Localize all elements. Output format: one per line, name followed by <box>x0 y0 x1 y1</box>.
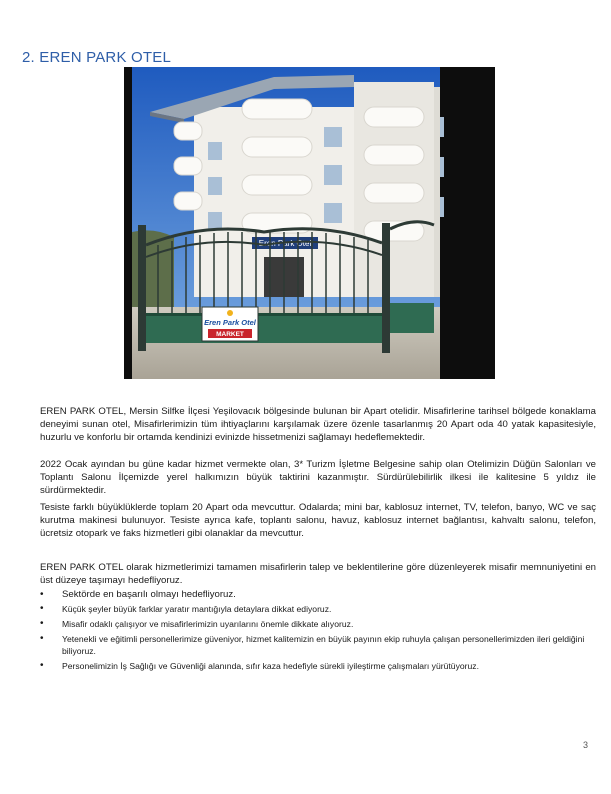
list-item: • Yetenekli ve eğitimli personellerimize güveniyor, hizmet kalitemizin en büyük payının ekip ruhuyla çalışan personellerimizden ileri geldiğini biliyoruz. <box>40 633 596 657</box>
paragraph-history: 2022 Ocak ayından bu güne kadar hizmet vermekte olan, 3* Turizm İşletme Belgesine sahip olan Otelimizin Düğün Salonları ve Toplantı Salonu İlçemizde yerel halkımızın büyük taktirini kazanmıştır. Sürdürülebilirlik ilkesi ile kalitesine 5 yıldız ile sürdürmektedir. <box>40 459 596 496</box>
goals-list <box>40 588 596 675</box>
page-number: 3 <box>583 740 589 750</box>
hotel-photo <box>124 67 495 379</box>
sign-sub-text: MARKET <box>216 331 244 338</box>
list-item: • Sektörde en başarılı olmayı hedefliyoruz. <box>40 588 596 601</box>
paragraph-facilities: Tesiste farklı büyüklüklerde toplam 20 Apart oda mevcuttur. Odalarda; mini bar, kablosuz internet, TV, telefon, banyo, WC ve saç kurutma makinesi bulunuyor. Tesiste ayrıca kafe, toplantı salonu, havuz, kablosuz internet bağlantısı, kahvaltı salonu, telefon, ücretsiz otopark ve faks hizmetleri gibi olanaklar da mevcuttur. <box>40 502 596 539</box>
paragraph-intro: EREN PARK OTEL, Mersin Silfke İlçesi Yeşilovacık bölgesinde bulunan bir Apart otelidir. Misafirlerine tarihsel bölgede konaklama deneyimi sunan otel, Misafirlerimizin tüm ihtiyaçlarını karşılamak üzere özenle tasarlanmış 20 Apart oda 40 yatak kapasitesiyle, huzurlu ve konforlu bir ortamda kendinizi evinizde hissetmenizi sağlamayı hedeflemektedir. <box>40 406 596 443</box>
paragraph-mission: EREN PARK OTEL olarak hizmetlerimizi tamamen misafirlerin talep ve beklentilerine göre düzenleyerek misafir memnuniyetini en üst düzeye taşımayı hedefliyoruz. <box>40 562 596 586</box>
section-heading: 2. EREN PARK OTEL <box>22 49 171 66</box>
list-item: • Misafir odaklı çalışıyor ve misafirlerimizin uyarılarını önemle dikkate alıyoruz. <box>40 618 596 630</box>
building-sign-text: Eren Park Otel <box>258 239 312 248</box>
list-item: • Küçük şeyler büyük farklar yaratır mantığıyla detaylara dikkat ediyoruz. <box>40 603 596 615</box>
list-item: • Personelimizin İş Sağlığı ve Güvenliği alanında, sıfır kaza hedefiyle sürekli iyileştirme çalışmaları yürütüyoruz. <box>40 660 596 672</box>
sign-main-text: Eren Park Otel <box>204 318 256 327</box>
